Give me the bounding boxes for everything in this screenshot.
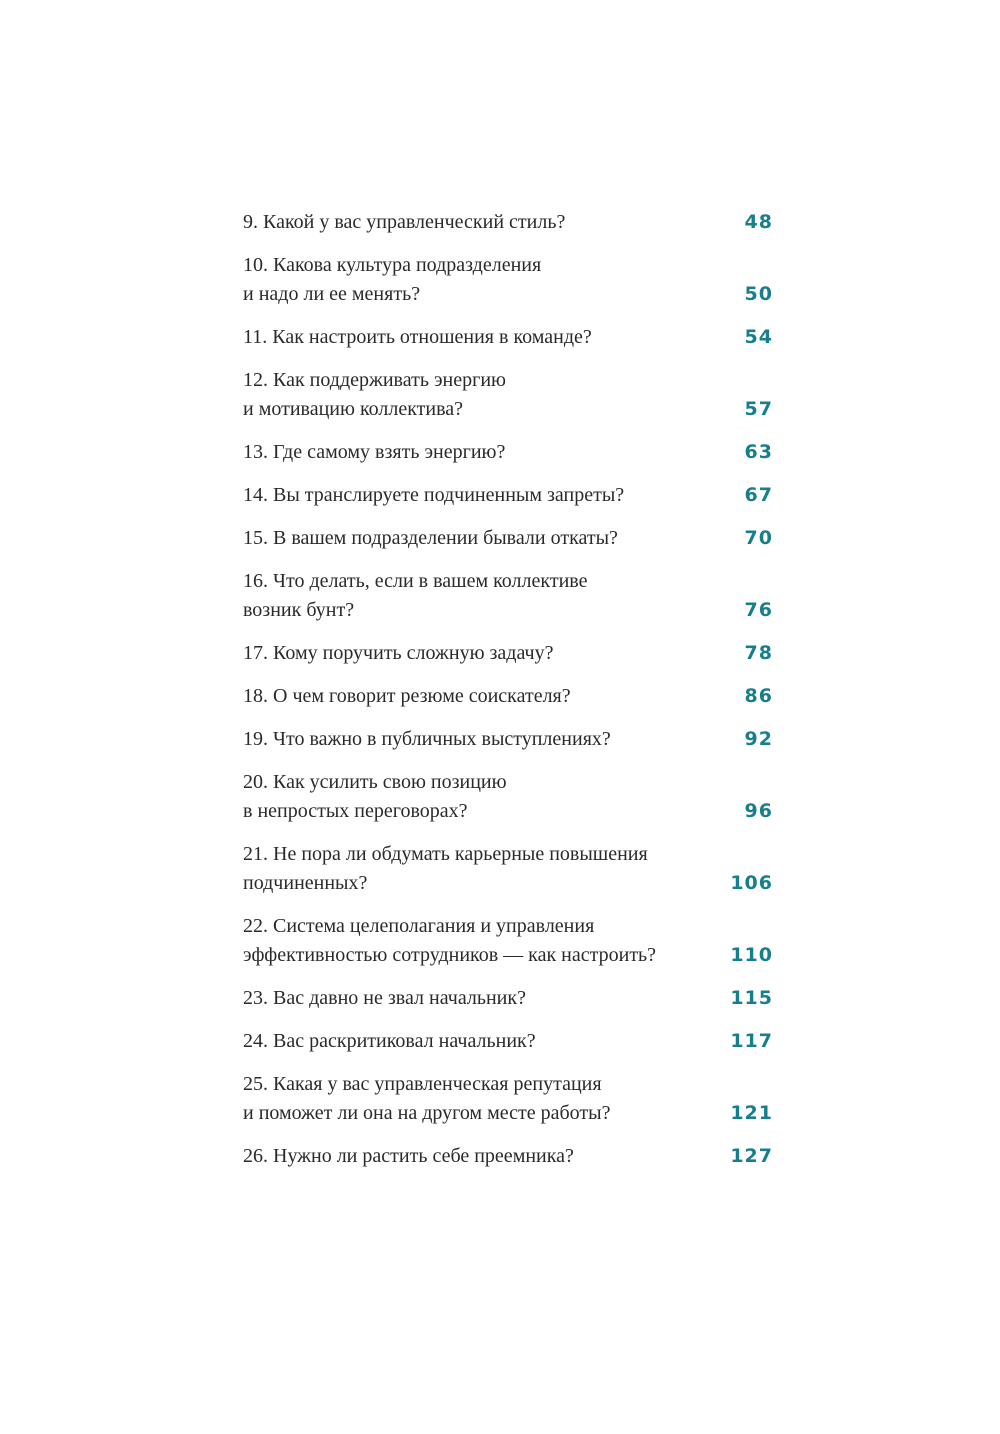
toc-entry-title-line: 23. Вас давно не звал начальник? — [243, 987, 526, 1009]
toc-entry-title-line: в непростых переговорах? — [243, 800, 468, 822]
toc-entry-title-line: 25. Какая у вас управленческая репутация — [243, 1073, 602, 1095]
toc-entry-page-number: 63 — [744, 441, 773, 463]
toc-entry — [243, 682, 773, 711]
toc-entry-title — [243, 366, 703, 424]
toc-entry-title — [243, 481, 703, 510]
toc-entry-title-line: 10. Какова культура подразделения — [243, 254, 542, 276]
toc-entry-title-line: 19. Что важно в публичных выступлениях? — [243, 728, 611, 750]
toc-entry-page-number: 106 — [730, 872, 773, 894]
toc-entry-page-number: 78 — [744, 642, 773, 664]
toc-entry — [243, 208, 773, 237]
toc-entry-title — [243, 524, 703, 553]
toc-entry — [243, 438, 773, 467]
toc-entry-title-line: возник бунт? — [243, 599, 355, 621]
toc-entry-title — [243, 840, 703, 898]
toc-entry-page-number: 48 — [744, 211, 773, 233]
toc-entry — [243, 524, 773, 553]
toc-entry-title-line: 13. Где самому взять энергию? — [243, 441, 506, 463]
toc-entry-title — [243, 912, 703, 970]
toc-entry — [243, 984, 773, 1013]
toc-entry-page-number: 96 — [744, 800, 773, 822]
toc-entry-title-line: 21. Не пора ли обдумать карьерные повышения — [243, 843, 648, 865]
toc-entry-page-number: 50 — [744, 283, 773, 305]
toc-entry — [243, 1070, 773, 1128]
toc-entry — [243, 1142, 773, 1171]
toc-entry-title-line: 12. Как поддерживать энергию — [243, 369, 506, 391]
toc-entry — [243, 1027, 773, 1056]
toc-entry — [243, 366, 773, 424]
toc-entry — [243, 768, 773, 826]
toc-entry-title — [243, 984, 703, 1013]
toc-entry-title-line: 14. Вы транслируете подчиненным запреты? — [243, 484, 625, 506]
toc-entry — [243, 251, 773, 309]
toc-entry-title-line: и надо ли ее менять? — [243, 283, 421, 305]
toc-entry — [243, 323, 773, 352]
toc-entry-page-number: 86 — [744, 685, 773, 707]
toc-entry-page-number: 76 — [744, 599, 773, 621]
toc-entry-title — [243, 567, 703, 625]
toc-entry-title-line: 22. Система целеполагания и управления — [243, 915, 595, 937]
toc-entry-page-number: 57 — [744, 398, 773, 420]
toc-entry-title-line: 20. Как усилить свою позицию — [243, 771, 507, 793]
toc-entry-title — [243, 1142, 703, 1171]
toc-entry-title — [243, 323, 703, 352]
toc-entry-page-number: 115 — [730, 987, 773, 1009]
toc-entry — [243, 639, 773, 668]
toc-entry — [243, 912, 773, 970]
toc-entry-title — [243, 725, 703, 754]
toc-entry-title-line: 17. Кому поручить сложную задачу? — [243, 642, 554, 664]
table-of-contents — [243, 208, 773, 1185]
toc-entry-page-number: 127 — [730, 1145, 773, 1167]
toc-entry-title-line: 11. Как настроить отношения в команде? — [243, 326, 592, 348]
toc-entry-title — [243, 438, 703, 467]
toc-entry-title — [243, 208, 703, 237]
toc-entry — [243, 481, 773, 510]
toc-entry-title — [243, 639, 703, 668]
toc-entry-title-line: подчиненных? — [243, 872, 368, 894]
toc-entry-title-line: и поможет ли она на другом месте работы? — [243, 1102, 611, 1124]
toc-entry-page-number: 67 — [744, 484, 773, 506]
toc-entry-title — [243, 1070, 703, 1128]
toc-entry-page-number: 121 — [730, 1102, 773, 1124]
toc-entry-title — [243, 1027, 703, 1056]
toc-entry-page-number: 70 — [744, 527, 773, 549]
toc-entry — [243, 567, 773, 625]
toc-entry-title-line: эффективностью сотрудников — как настроить? — [243, 944, 657, 966]
toc-entry — [243, 725, 773, 754]
toc-entry-page-number: 54 — [744, 326, 773, 348]
toc-entry-title-line: 24. Вас раскритиковал начальник? — [243, 1030, 536, 1052]
toc-entry-title-line: 18. О чем говорит резюме соискателя? — [243, 685, 571, 707]
toc-entry-title-line: 9. Какой у вас управленческий стиль? — [243, 211, 566, 233]
toc-entry-title — [243, 682, 703, 711]
toc-entry — [243, 840, 773, 898]
toc-entry-title-line: 26. Нужно ли растить себе преемника? — [243, 1145, 574, 1167]
toc-entry-title-line: 15. В вашем подразделении бывали откаты? — [243, 527, 618, 549]
toc-entry-page-number: 92 — [744, 728, 773, 750]
toc-entry-title — [243, 768, 703, 826]
toc-entry-title-line: 16. Что делать, если в вашем коллективе — [243, 570, 588, 592]
toc-entry-title-line: и мотивацию коллектива? — [243, 398, 464, 420]
toc-entry-title — [243, 251, 703, 309]
toc-entry-page-number: 110 — [730, 944, 773, 966]
toc-entry-page-number: 117 — [730, 1030, 773, 1052]
